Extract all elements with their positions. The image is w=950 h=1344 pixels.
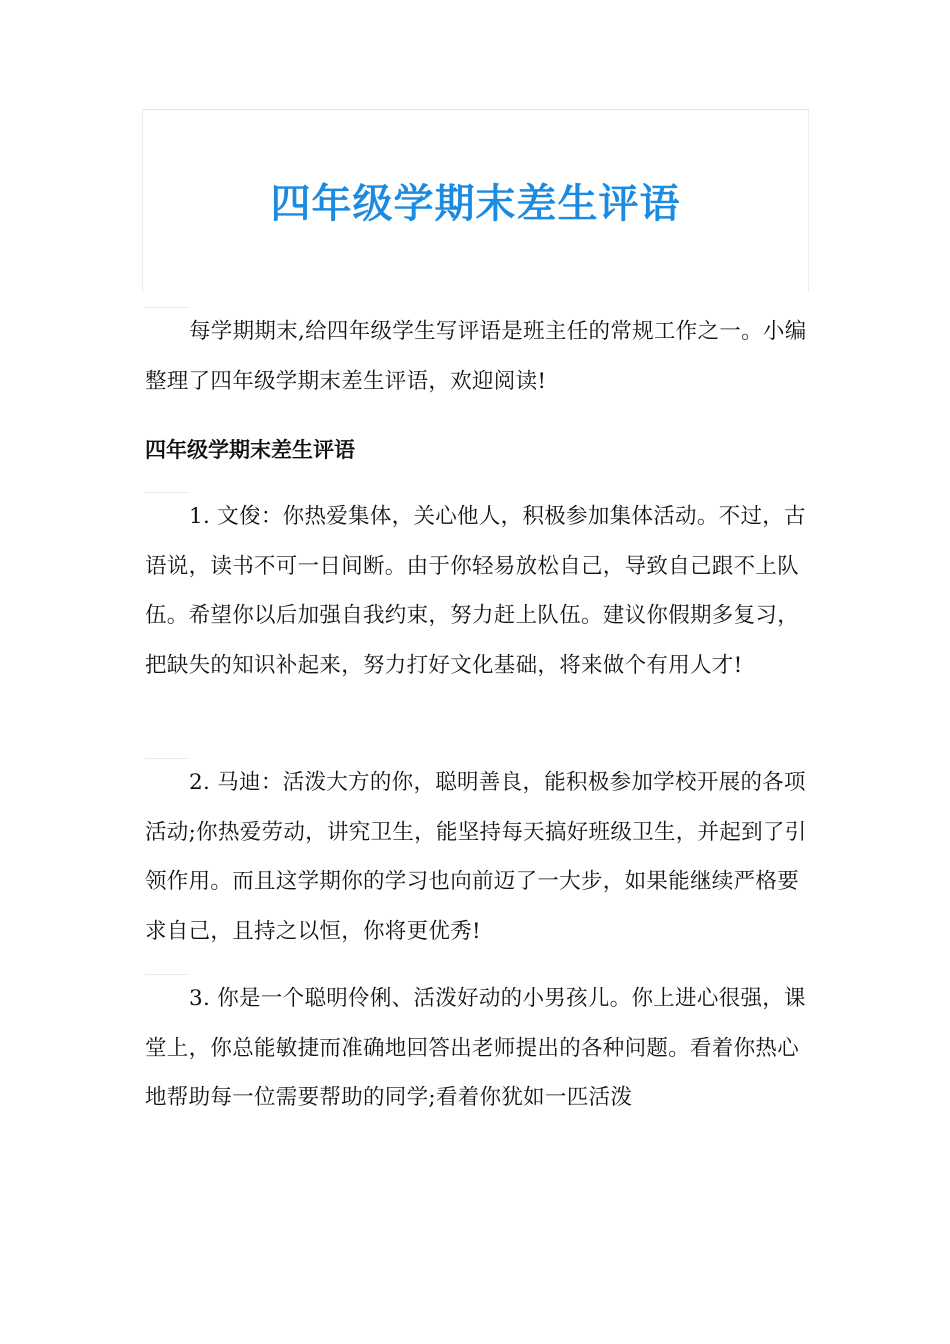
document-title: 四年级学期末差生评语 [270, 181, 681, 227]
comment-item-3: 3. 你是一个聪明伶俐、活泼好动的小男孩儿。你上进心很强，课堂上，你总能敏捷而准确地回答出老师提出的各种问题。看着你热心地帮助每一位需要帮助的同学;看着你犹如一匹活泼 [145, 974, 813, 1123]
title-frame [142, 109, 809, 292]
intro-paragraph: 每学期期末,给四年级学生写评语是班主任的常规工作之一。小编整理了四年级学期末差生评语，欢迎阅读! [145, 307, 813, 406]
comment-item-2: 2. 马迪：活泼大方的你，聪明善良，能积极参加学校开展的各项活动;你热爱劳动，讲究卫生，能坚持每天搞好班级卫生，并起到了引领作用。而且这学期你的学习也向前迈了一大步，如果能继续严格要求自己，且持之以恒，你将更优秀! [145, 758, 813, 956]
section-heading: 四年级学期末差生评语 [145, 438, 355, 462]
comment-item-1: 1. 文俊：你热爱集体，关心他人，积极参加集体活动。不过，古语说，读书不可一日间断。由于你轻易放松自己，导致自己跟不上队伍。希望你以后加强自我约束，努力赶上队伍。建议你假期多复习，把缺失的知识补起来，努力打好文化基础，将来做个有用人才! [145, 492, 813, 690]
